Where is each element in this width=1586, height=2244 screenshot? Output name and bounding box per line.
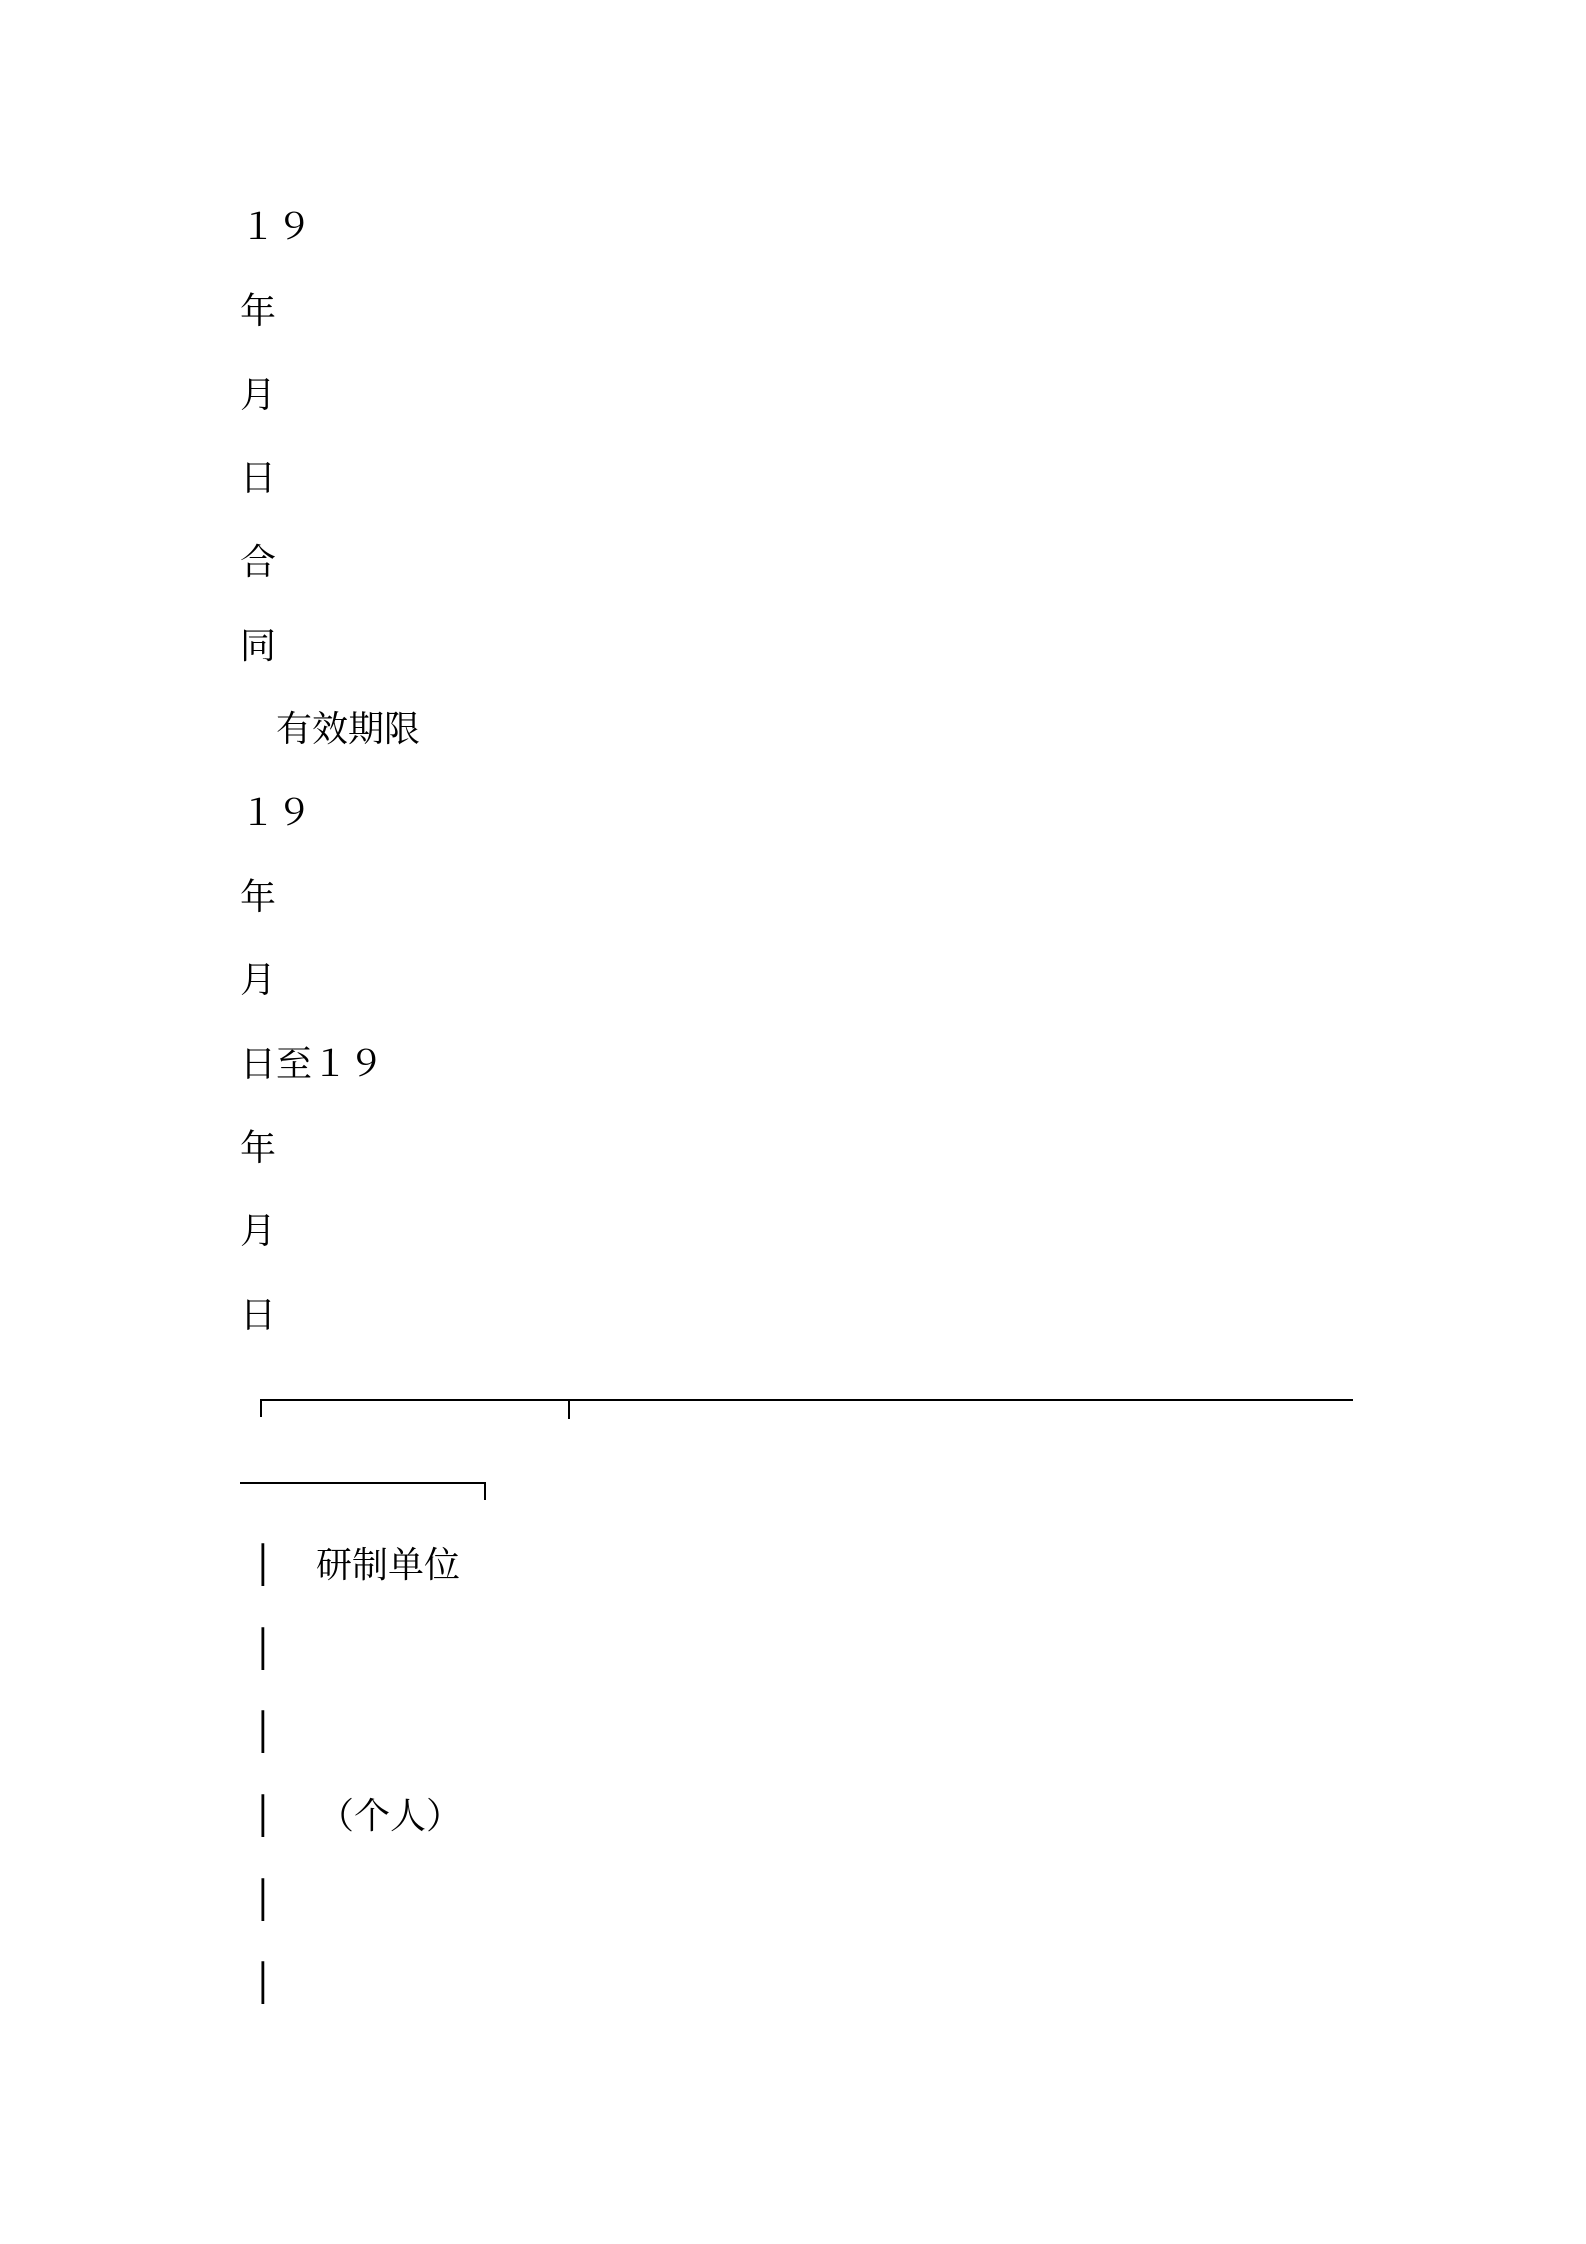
contract-char-1: 合: [240, 542, 277, 583]
table-row-bar-1: │: [252, 1545, 274, 1586]
period-year-prefix: １９: [240, 793, 313, 834]
date-year-prefix: １９: [240, 207, 313, 248]
table-top-divider: [568, 1399, 570, 1419]
period-end-month-label: 月: [240, 1211, 277, 1252]
table-second-border: [240, 1482, 486, 1484]
table-top-left-corner: [260, 1399, 262, 1417]
date-month-label: 月: [240, 375, 277, 416]
table-row-bar-6: │: [252, 1963, 274, 2004]
table-row-text-4: （个人）: [300, 1796, 463, 1837]
table-second-corner: [484, 1482, 486, 1500]
table-row-bar-4: │: [252, 1796, 274, 1837]
table-top-border: [260, 1399, 1353, 1401]
table-row-bar-5: │: [252, 1880, 274, 1921]
period-end-year-label: 年: [240, 1128, 277, 1169]
period-year-label: 年: [240, 877, 277, 918]
table-row-bar-3: │: [252, 1712, 274, 1753]
validity-period-label: 有效期限: [240, 709, 421, 750]
table-row-text-1: 研制单位: [280, 1545, 461, 1586]
date-year-label: 年: [240, 291, 277, 332]
contract-char-2: 同: [240, 626, 277, 667]
table-row-bar-2: │: [252, 1629, 274, 1670]
period-day-to-label: 日至１９: [240, 1044, 385, 1085]
period-month-label: 月: [240, 960, 277, 1001]
period-end-day-label: 日: [240, 1295, 277, 1336]
date-day-label: 日: [240, 458, 277, 499]
